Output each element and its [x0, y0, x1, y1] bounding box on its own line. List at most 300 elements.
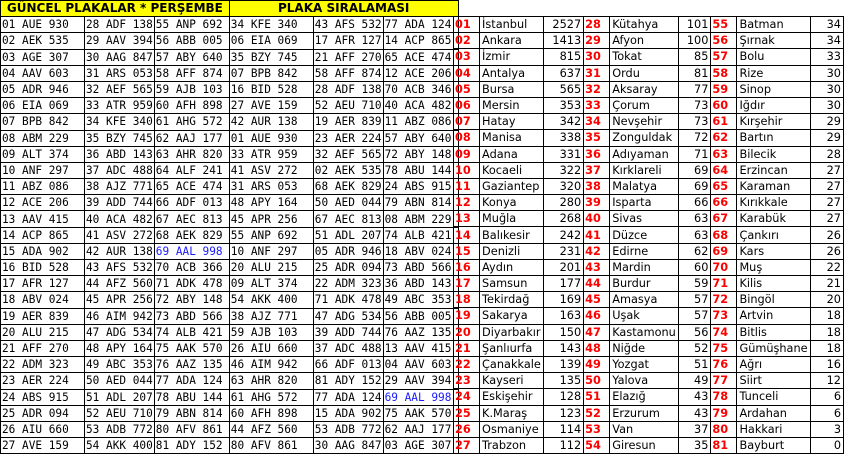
plate-cell: 31 ARS 053: [86, 66, 153, 80]
city-name: Aksaray: [610, 81, 679, 97]
city-name: Şanlıurfa: [480, 340, 544, 356]
plate-cell: 55 ANP 692: [229, 227, 313, 243]
plate-code: 65: [711, 178, 737, 194]
city-name: Rize: [737, 65, 810, 81]
plate-row: [1, 405, 459, 421]
city-name: Kütahya: [610, 17, 679, 33]
plate-count: 30: [810, 97, 843, 113]
city-name: Osmaniye: [480, 421, 544, 437]
plate-code: 30: [584, 49, 610, 65]
plate-cell: 21 AFF 270: [314, 50, 382, 64]
plate-cell: 80 AFV 861: [154, 421, 229, 437]
ranking-row: [454, 146, 844, 162]
ranking-row: [454, 81, 844, 97]
plate-cell: 28 ADF 138: [86, 18, 153, 32]
plate-code: 34: [584, 114, 610, 130]
plate-cell: 10 ANF 297: [1, 162, 85, 178]
plate-row: [1, 33, 459, 49]
plate-cell: 59 AJB 103: [154, 81, 229, 97]
plate-cell: 44 AFZ 560: [229, 421, 313, 437]
plate-cell: 70 ACB 346: [383, 81, 458, 97]
plate-cell: 29 AAV 394: [86, 34, 153, 48]
plate-count: 29: [810, 130, 843, 146]
city-name: Malatya: [610, 178, 679, 194]
plate-count: 30: [810, 81, 843, 97]
plate-count: 338: [543, 130, 583, 146]
plate-code: 45: [584, 292, 610, 308]
plate-cell: 66 ADF 013: [314, 358, 382, 372]
plate-row: [1, 389, 459, 405]
plate-count: 69: [678, 178, 711, 194]
city-name: Burdur: [610, 276, 679, 292]
city-name: Samsun: [480, 276, 544, 292]
plate-code: 53: [584, 421, 610, 437]
city-name: Iğdır: [737, 97, 810, 113]
city-name: Kırşehir: [737, 114, 810, 130]
plate-row: [1, 146, 459, 162]
plate-cell: 22 ADM 323: [314, 277, 382, 291]
plate-code: 47: [584, 324, 610, 340]
plate-code: 10: [454, 162, 480, 178]
plate-count: 71: [678, 146, 711, 162]
plate-count: 101: [678, 17, 711, 33]
plate-code: 74: [711, 324, 737, 340]
plate-cell: 74 ALB 421: [154, 324, 229, 340]
plate-code: 32: [584, 81, 610, 97]
plate-row: [1, 243, 459, 259]
plate-count: 59: [678, 276, 711, 292]
plate-cell: 08 ABM 229: [1, 130, 85, 146]
plate-cell: 81 ADY 152: [314, 374, 382, 388]
plate-cell: 24 ABS 915: [383, 179, 458, 195]
plate-code: 12: [454, 195, 480, 211]
plate-cell: 58 AFF 874: [154, 65, 229, 81]
plate-count: 2527: [543, 17, 583, 33]
plate-code: 56: [711, 33, 737, 49]
plate-cell: 40 ACA 482: [86, 212, 153, 226]
plate-code: 20: [454, 324, 480, 340]
plate-count: 43: [678, 389, 711, 405]
plate-cell: 48 APY 164: [86, 342, 153, 356]
city-name: Mardin: [610, 259, 679, 275]
plate-code: 39: [584, 195, 610, 211]
plate-code: 07: [454, 114, 480, 130]
plate-count: 43: [678, 405, 711, 421]
city-name: Bayburt: [737, 437, 810, 453]
plate-count: 163: [543, 308, 583, 324]
plate-count: 77: [678, 81, 711, 97]
plate-cell: 61 AHG 572: [229, 389, 313, 405]
plate-cell: 69 AAL 998: [154, 243, 229, 259]
plate-code: 58: [711, 65, 737, 81]
plate-cell: 63 AHR 820: [229, 373, 313, 389]
plate-code: 64: [711, 162, 737, 178]
plate-count: 63: [678, 227, 711, 243]
plate-cell: 79 ABN 814: [154, 405, 229, 421]
plate-row: [1, 357, 459, 373]
plate-cell: 05 ADR 946: [314, 244, 382, 258]
plate-cell: 65 ACE 474: [383, 49, 458, 65]
plate-cell: 55 ANP 692: [154, 17, 229, 33]
plate-cell: 28 ADF 138: [314, 83, 382, 97]
city-name: Sinop: [737, 81, 810, 97]
plate-cell: 50 AED 044: [86, 374, 153, 388]
plate-count: 1413: [543, 33, 583, 49]
plate-code: 43: [584, 259, 610, 275]
plate-cell: 57 ABY 640: [383, 130, 458, 146]
plate-count: 114: [543, 421, 583, 437]
plate-code: 15: [454, 243, 480, 259]
plate-cell: 78 ABU 144: [154, 389, 229, 405]
plate-cell: 73 ABD 566: [154, 308, 229, 324]
plate-row: [1, 373, 459, 389]
plate-code: 11: [454, 178, 480, 194]
plate-cell: 39 ADD 744: [86, 196, 153, 210]
plate-code: 38: [584, 178, 610, 194]
plate-cell: 71 ADK 478: [154, 276, 229, 292]
plate-cell: 39 ADD 744: [314, 325, 382, 339]
plate-cell: 13 AAV 415: [1, 211, 85, 227]
plate-code: 25: [454, 405, 480, 421]
plate-code: 76: [711, 356, 737, 372]
plate-cell: 71 ADK 478: [314, 293, 382, 307]
plate-code: 22: [454, 356, 480, 372]
plate-row: [1, 340, 459, 356]
plate-cell: 35 BZY 745: [229, 49, 313, 65]
plate-cell: 56 ABB 005: [154, 33, 229, 49]
ranking-row: [454, 421, 844, 437]
city-name: Ordu: [610, 65, 679, 81]
plate-cell: 13 AAV 415: [383, 340, 458, 356]
plate-count: 331: [543, 146, 583, 162]
plate-cell: 47 ADG 534: [86, 325, 153, 339]
plate-cell: 07 BPB 842: [1, 114, 85, 130]
city-name: Batman: [737, 17, 810, 33]
plate-count: 51: [678, 356, 711, 372]
plate-code: 80: [711, 421, 737, 437]
plate-count: 66: [678, 195, 711, 211]
plate-code: 71: [711, 276, 737, 292]
plate-count: 57: [678, 292, 711, 308]
plate-cell: 12 ACE 206: [383, 65, 458, 81]
ranking-row: [454, 49, 844, 65]
plate-count: 34: [810, 33, 843, 49]
city-name: Bursa: [480, 81, 544, 97]
city-name: Hakkari: [737, 421, 810, 437]
city-name: Sakarya: [480, 308, 544, 324]
plate-cell: 41 ASV 272: [86, 228, 153, 242]
plate-code: 01: [454, 17, 480, 33]
plate-count: 27: [810, 195, 843, 211]
plate-cell: 58 AFF 874: [314, 66, 382, 80]
plate-cell: 08 ABM 229: [383, 211, 458, 227]
city-name: Ankara: [480, 33, 544, 49]
city-name: Van: [610, 421, 679, 437]
plate-count: 52: [678, 340, 711, 356]
ranking-row: [454, 97, 844, 113]
plate-code: 35: [584, 130, 610, 146]
plate-cell: 77 ADA 124: [383, 17, 458, 33]
plate-cell: 17 AFR 127: [314, 34, 382, 48]
plate-count: 73: [678, 97, 711, 113]
plate-count: 37: [678, 421, 711, 437]
plate-cell: 60 AFH 898: [229, 405, 313, 421]
plate-count: 12: [810, 373, 843, 389]
plate-cell: 06 EIA 069: [229, 33, 313, 49]
plate-cell: 42 AUR 138: [86, 244, 153, 258]
plate-cell: 65 ACE 474: [154, 179, 229, 195]
plate-code: 72: [711, 292, 737, 308]
plate-count: 128: [543, 389, 583, 405]
plate-count: 342: [543, 114, 583, 130]
plate-count: 29: [810, 114, 843, 130]
plate-cell: 43 AFS 532: [314, 18, 382, 32]
plate-code: 28: [584, 17, 610, 33]
city-name: Hatay: [480, 114, 544, 130]
plate-cell: 09 ALT 374: [1, 146, 85, 162]
plate-row: [1, 308, 459, 324]
plate-cell: 20 ALU 215: [1, 324, 85, 340]
plate-count: 18: [810, 324, 843, 340]
plate-count: 60: [678, 259, 711, 275]
plate-cell: 21 AFF 270: [1, 340, 85, 356]
plate-cell: 37 ADC 488: [86, 163, 153, 177]
city-name: Bitlis: [737, 324, 810, 340]
plate-row: [1, 276, 459, 292]
ranking-row: [454, 259, 844, 275]
plate-cell: 32 AEF 565: [314, 147, 382, 161]
city-name: İstanbul: [480, 17, 544, 33]
plate-cell: 76 AAZ 135: [154, 357, 229, 373]
plate-cell: 45 APR 256: [229, 211, 313, 227]
city-name: Mersin: [480, 97, 544, 113]
plate-count: 81: [678, 65, 711, 81]
plate-code: 67: [711, 211, 737, 227]
plate-cell: 18 ABV 024: [383, 243, 458, 259]
plate-count: 20: [810, 292, 843, 308]
plate-cell: 20 ALU 215: [229, 260, 313, 276]
plate-code: 09: [454, 146, 480, 162]
plate-cell: 19 AER 839: [314, 115, 382, 129]
plate-count: 63: [678, 211, 711, 227]
ranking-row: [454, 437, 844, 453]
plate-row: [1, 98, 459, 114]
plate-count: 72: [678, 130, 711, 146]
plate-cell: 69 AAL 998: [383, 389, 458, 405]
plate-cell: 41 ASV 272: [229, 162, 313, 178]
plate-code: 57: [711, 49, 737, 65]
plate-cell: 37 ADC 488: [314, 342, 382, 356]
city-name: Tekirdağ: [480, 292, 544, 308]
plate-code: 62: [711, 130, 737, 146]
ranking-row: [454, 389, 844, 405]
plate-count: 201: [543, 259, 583, 275]
plate-cell: 49 ABC 353: [86, 358, 153, 372]
ranking-row: [454, 227, 844, 243]
plate-cell: 14 ACP 865: [383, 33, 458, 49]
plate-code: 51: [584, 389, 610, 405]
plate-cell: 56 ABB 005: [383, 308, 458, 324]
plate-cell: 77 ADA 124: [314, 390, 382, 404]
city-name: Kastamonu: [610, 324, 679, 340]
plate-cell: 45 APR 256: [86, 293, 153, 307]
plate-count: 22: [810, 259, 843, 275]
plate-code: 33: [584, 97, 610, 113]
plate-count: 268: [543, 211, 583, 227]
ranking-row: [454, 373, 844, 389]
plate-cell: 31 ARS 053: [229, 179, 313, 195]
plate-count: 353: [543, 97, 583, 113]
plate-code: 59: [711, 81, 737, 97]
plate-cell: 66 ADF 013: [154, 195, 229, 211]
plate-cell: 67 AEC 813: [314, 212, 382, 226]
plate-cell: 06 EIA 069: [1, 98, 85, 114]
city-name: Diyarbakır: [480, 324, 544, 340]
city-name: K.Maraş: [480, 405, 544, 421]
plate-code: 63: [711, 146, 737, 162]
plate-cell: 80 AFV 861: [229, 438, 313, 454]
plate-row: [1, 292, 459, 308]
plate-cell: 64 ALF 241: [154, 162, 229, 178]
plate-row: [1, 114, 459, 130]
plate-code: 19: [454, 308, 480, 324]
plate-count: 18: [810, 340, 843, 356]
plate-count: 6: [810, 405, 843, 421]
plate-code: 13: [454, 211, 480, 227]
city-name: Çanakkale: [480, 356, 544, 372]
plate-cell: 44 AFZ 560: [86, 277, 153, 291]
plate-code: 75: [711, 340, 737, 356]
plate-cell: 29 AAV 394: [383, 373, 458, 389]
plate-count: 21: [810, 276, 843, 292]
plate-row: [1, 195, 459, 211]
plate-cell: 26 AIU 660: [229, 340, 313, 356]
city-name: Kilis: [737, 276, 810, 292]
city-name: Ağrı: [737, 356, 810, 372]
city-name: Çorum: [610, 97, 679, 113]
plate-count: 73: [678, 114, 711, 130]
plate-cell: 46 AIM 942: [86, 309, 153, 323]
city-name: Şırnak: [737, 33, 810, 49]
plate-cell: 76 AAZ 135: [383, 324, 458, 340]
plate-cell: 60 AFH 898: [154, 98, 229, 114]
ranking-row: [454, 243, 844, 259]
city-name: Antalya: [480, 65, 544, 81]
plate-cell: 05 ADR 946: [1, 81, 85, 97]
plate-count: 34: [810, 17, 843, 33]
plate-count: 35: [678, 437, 711, 453]
city-name: Amasya: [610, 292, 679, 308]
plate-cell: 25 ADR 094: [1, 405, 85, 421]
city-name: Sivas: [610, 211, 679, 227]
plate-code: 54: [584, 437, 610, 453]
city-name: Karaman: [737, 178, 810, 194]
ranking-row: [454, 195, 844, 211]
plate-count: 62: [678, 243, 711, 259]
plate-count: 320: [543, 178, 583, 194]
plate-cell: 04 AAV 603: [383, 357, 458, 373]
plate-cell: 01 AUE 930: [1, 17, 85, 33]
city-name: Giresun: [610, 437, 679, 453]
plate-code: 48: [584, 340, 610, 356]
plate-count: 56: [678, 324, 711, 340]
plate-cell: 81 ADY 152: [154, 438, 229, 454]
city-name: Adıyaman: [610, 146, 679, 162]
plate-code: 52: [584, 405, 610, 421]
plate-cell: 12 ACE 206: [1, 195, 85, 211]
plate-cell: 50 AED 044: [314, 196, 382, 210]
plate-cell: 62 AAJ 177: [154, 130, 229, 146]
plate-code: 31: [584, 65, 610, 81]
plate-cell: 52 AEU 710: [314, 99, 382, 113]
plate-code: 42: [584, 243, 610, 259]
plate-count: 815: [543, 49, 583, 65]
ranking-row: [454, 356, 844, 372]
plate-code: 06: [454, 97, 480, 113]
city-name: Muş: [737, 259, 810, 275]
plate-cell: 67 AEC 813: [154, 211, 229, 227]
plate-cell: 42 AUR 138: [229, 114, 313, 130]
plate-code: 55: [711, 17, 737, 33]
plate-code: 79: [711, 405, 737, 421]
plate-cell: 03 AGE 307: [1, 49, 85, 65]
plate-row: [1, 65, 459, 81]
plate-row: [1, 130, 459, 146]
plate-cell: 03 AGE 307: [383, 438, 458, 454]
plate-row: [1, 81, 459, 97]
ranking-row: [454, 65, 844, 81]
plate-count: 16: [810, 356, 843, 372]
plate-count: 100: [678, 33, 711, 49]
city-name: Edirne: [610, 243, 679, 259]
plate-row: [1, 211, 459, 227]
plate-cell: 34 KFE 340: [86, 115, 153, 129]
plate-code: 26: [454, 421, 480, 437]
plate-count: 177: [543, 276, 583, 292]
city-name: Elazığ: [610, 389, 679, 405]
plate-cell: 74 ALB 421: [383, 227, 458, 243]
city-name: Siirt: [737, 373, 810, 389]
plate-code: 14: [454, 227, 480, 243]
city-name: Niğde: [610, 340, 679, 356]
plate-code: 02: [454, 33, 480, 49]
plate-count: 28: [810, 146, 843, 162]
city-name: Düzce: [610, 227, 679, 243]
plate-cell: 72 ABY 148: [383, 146, 458, 162]
city-name: Gaziantep: [480, 178, 544, 194]
plate-cell: 61 AHG 572: [154, 114, 229, 130]
plate-cell: 17 AFR 127: [1, 276, 85, 292]
city-name: Manisa: [480, 130, 544, 146]
plate-count: 69: [678, 162, 711, 178]
city-name: Uşak: [610, 308, 679, 324]
plate-count: 139: [543, 356, 583, 372]
plate-code: 70: [711, 259, 737, 275]
plate-cell: 53 ADB 772: [86, 422, 153, 436]
plate-cell: 11 ABZ 086: [383, 114, 458, 130]
city-name: Kırklareli: [610, 162, 679, 178]
plate-row: [1, 438, 459, 454]
plate-code: 03: [454, 49, 480, 65]
ranking-row: [454, 405, 844, 421]
plate-code: 46: [584, 308, 610, 324]
plate-count: 27: [810, 211, 843, 227]
city-name: Kars: [737, 243, 810, 259]
plate-cell: 11 ABZ 086: [1, 179, 85, 195]
plate-code: 18: [454, 292, 480, 308]
plate-cell: 40 ACA 482: [383, 98, 458, 114]
plate-cell: 73 ABD 566: [383, 260, 458, 276]
